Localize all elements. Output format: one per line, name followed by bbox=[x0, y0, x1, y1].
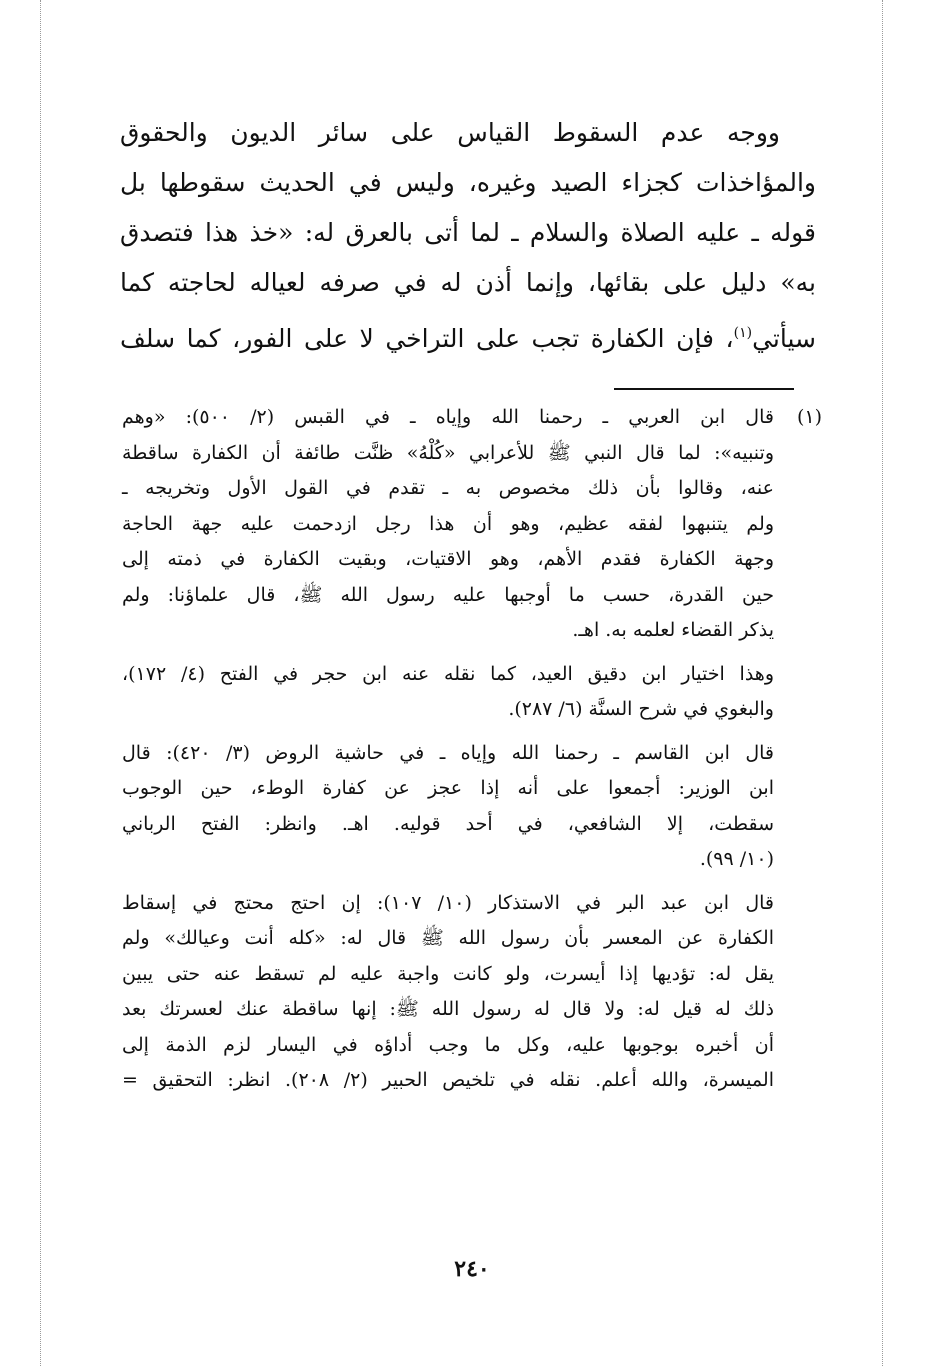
footnotes-block bbox=[122, 400, 822, 1099]
footnote-line: ولم يتنبهوا لفقه عظيم، وهو أن هذا رجل ازدحمت عليه جهة الحاجة bbox=[122, 512, 774, 535]
main-text-line: به» دليل على بقائها، وإنما أذن له في صرفه لعياله لحاجته كما bbox=[120, 268, 816, 297]
footnote-line: سقطت، إلا الشافعي، في أحد قوليه. اهـ. وانظر: الفتح الرباني bbox=[122, 812, 774, 835]
footnote-line: حين القدرة، حسب ما أوجبها عليه رسول الله ﷺ، قال علماؤنا: ولم bbox=[122, 583, 774, 606]
footnote-line: (١٠/ ٩٩). bbox=[699, 848, 774, 870]
footnote-line: ذلك له قيل له: ولا قال له رسول الله ﷺ: إنها ساقطة عنك لعسرتك بعد bbox=[122, 998, 774, 1020]
main-text-block bbox=[120, 108, 816, 358]
page-number: ٢٤٠ bbox=[454, 1256, 490, 1282]
footnote-line: قال ابن القاسم ـ رحمنا الله وإياه ـ في حاشية الروض (٣/ ٤٢٠): قال bbox=[122, 741, 774, 764]
footnote-line: وجهة الكفارة فقدم الأهم، وهو الاقتيات، وبقيت الكفارة في ذمته إلى bbox=[122, 548, 774, 570]
main-text-fragment: ، فإن الكفارة تجب على التراخي لا على الفور، كما سلف bbox=[120, 324, 734, 353]
footnote-line: يقل له: تؤديها إذا أيسرت، ولو كانت واجبة عليه لم تسقط عنه حتى يبين bbox=[122, 962, 774, 985]
footnote-reference: (١) bbox=[733, 325, 753, 341]
main-text-line: قوله ـ عليه الصلاة والسلام ـ لما أتى بالعرق له: «خذ هذا فتصدق bbox=[120, 218, 816, 247]
scan-margin-dots-right bbox=[882, 0, 883, 1366]
footnote-line: والبغوي في شرح السنَّة (٦/ ٢٨٧). bbox=[508, 698, 774, 720]
main-text-line: ووجه عدم السقوط القياس على سائر الديون والحقوق bbox=[120, 118, 780, 147]
footnote-line: قال ابن عبد البر في الاستذكار (١٠/ ١٠٧): إن احتج محتج في إسقاط bbox=[122, 891, 774, 914]
main-text-line: والمؤاخذات كجزاء الصيد وغيره، وليس في الحديث سقوطها بل bbox=[120, 168, 816, 197]
footnote-line: ابن الوزير: أجمعوا على أنه إذا عجز عن كفارة الوطء، حين الوجوب bbox=[122, 777, 774, 799]
footnote-line: عنه، وقالوا بأن ذلك مخصوص به ـ تقدم في القول الأول وتخريجه ـ bbox=[122, 477, 774, 499]
footnote-line: وهذا اختيار ابن دقيق العيد، كما نقله عنه ابن حجر في الفتح (٤/ ١٧٢)، bbox=[122, 662, 774, 685]
main-text-fragment: سيأتي bbox=[752, 324, 816, 353]
footnote-line: الكفارة عن المعسر بأن رسول الله ﷺ قال له: «كله أنت وعيالك» ولم bbox=[122, 927, 774, 949]
footnote-line: الميسرة، والله أعلم. نقله في تلخيص الحبير (٢/ ٢٠٨). انظر: التحقيق = bbox=[122, 1069, 774, 1091]
footnote-number: (١) bbox=[796, 406, 822, 428]
scan-margin-dots-left bbox=[40, 0, 41, 1366]
footnote-line: قال ابن العربي ـ رحمنا الله وإياه ـ في القبس (٢/ ٥٠٠): «وهم bbox=[122, 406, 774, 428]
footnote-line: يذكر القضاء لعلمه به. اهـ. bbox=[572, 619, 774, 641]
footnote-line: وتنبيه»: لما قال النبي ﷺ للأعرابي «كُلْهُ» ظنَّت طائفة أن الكفارة ساقطة bbox=[122, 441, 774, 464]
footnote-separator-rule bbox=[614, 388, 794, 390]
footnote-line: أن أخبره بوجوبها عليه، وكل ما وجب أداؤه في اليسار لزم الذمة إلى bbox=[122, 1033, 774, 1056]
main-text-line-with-footnote bbox=[120, 308, 816, 358]
